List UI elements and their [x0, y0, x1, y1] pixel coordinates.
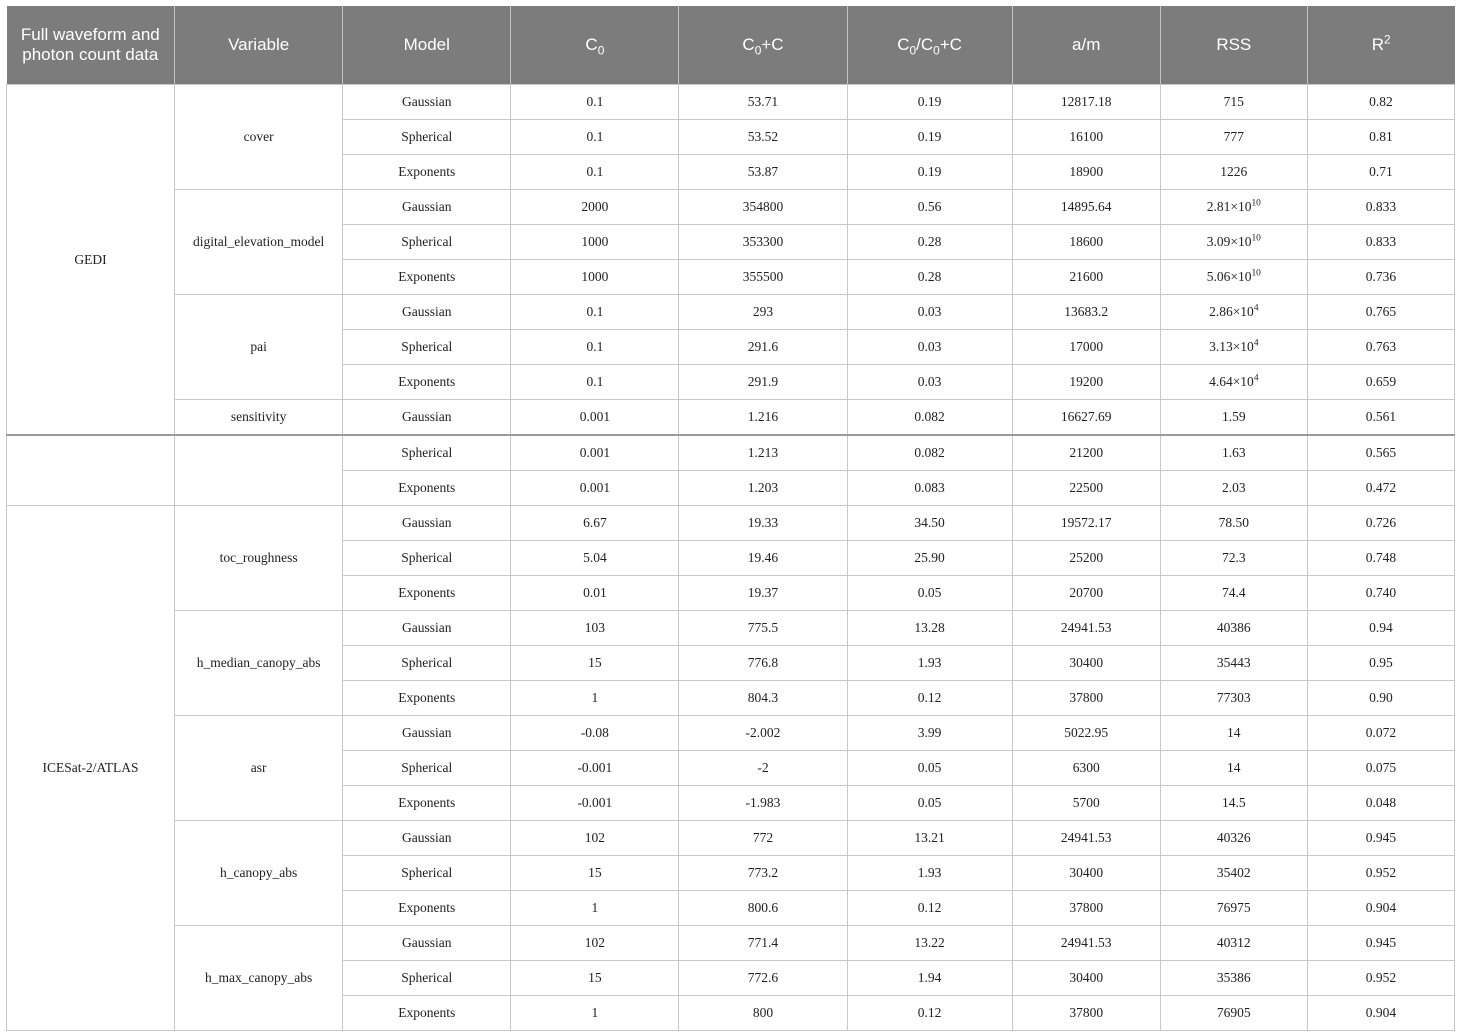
am-cell: 24941.53 [1012, 821, 1160, 856]
model-cell: Gaussian [343, 611, 511, 646]
c0-plus-c-cell: 291.6 [679, 330, 847, 365]
am-cell: 37800 [1012, 891, 1160, 926]
ratio-cell: 13.22 [847, 926, 1012, 961]
rss-value: 40326 [1216, 830, 1251, 845]
rss-value: 76905 [1216, 1005, 1251, 1020]
model-cell: Exponents [343, 260, 511, 295]
c0-cell: -0.08 [511, 716, 679, 751]
c0-cell: 15 [511, 646, 679, 681]
c0-cell: 6.67 [511, 506, 679, 541]
c0-plus-c-cell: 1.213 [679, 435, 847, 471]
am-cell: 30400 [1012, 856, 1160, 891]
variable-cell: digital_elevation_model [175, 190, 343, 295]
c0-cell: 15 [511, 961, 679, 996]
model-cell: Gaussian [343, 716, 511, 751]
variable-cell: sensitivity [175, 400, 343, 436]
c0-cell: 102 [511, 926, 679, 961]
data-table [6, 6, 1455, 1031]
ratio-cell: 0.19 [847, 85, 1012, 120]
c0-plus-c-cell: 773.2 [679, 856, 847, 891]
model-cell: Exponents [343, 681, 511, 716]
ratio-cell: 0.12 [847, 681, 1012, 716]
rss-value: 40312 [1216, 935, 1251, 950]
c0-plus-c-cell: 19.46 [679, 541, 847, 576]
rss-value: 1.59 [1221, 409, 1246, 424]
r2-cell: 0.561 [1307, 400, 1454, 436]
c0-plus-c-cell: 772.6 [679, 961, 847, 996]
c0-plus-c-cell: 772 [679, 821, 847, 856]
model-cell: Gaussian [343, 190, 511, 225]
am-cell: 12817.18 [1012, 85, 1160, 120]
table-row [7, 611, 1455, 646]
c0-plus-c-cell: -2 [679, 751, 847, 786]
rss-value: 715 [1223, 94, 1244, 109]
rss-exponent: 10 [1251, 233, 1261, 244]
am-cell: 30400 [1012, 646, 1160, 681]
group-cell: ICESat-2/ATLAS [7, 506, 175, 1031]
rss-value: 5.06×10 [1206, 269, 1252, 284]
rss-cell [1160, 190, 1307, 225]
c0-cell: 0.1 [511, 330, 679, 365]
rss-cell [1160, 611, 1307, 646]
c0-cell: 2000 [511, 190, 679, 225]
model-cell: Gaussian [343, 400, 511, 436]
header-data-source: Full waveform and photon count data [20, 25, 160, 64]
c0-plus-c-cell: 53.52 [679, 120, 847, 155]
rss-exponent: 4 [1253, 303, 1259, 314]
c0-cell: 15 [511, 856, 679, 891]
model-cell: Gaussian [343, 85, 511, 120]
c0-plus-c-cell: 354800 [679, 190, 847, 225]
am-cell: 24941.53 [1012, 611, 1160, 646]
rss-value: 35386 [1216, 970, 1251, 985]
c0-cell: 0.001 [511, 471, 679, 506]
am-cell: 25200 [1012, 541, 1160, 576]
header-c0-plus-c: $C_0+C$ [679, 6, 847, 85]
c0-cell: 1 [511, 681, 679, 716]
ratio-cell: 0.05 [847, 786, 1012, 821]
am-cell: 37800 [1012, 996, 1160, 1031]
r2-cell: 0.945 [1307, 821, 1454, 856]
header-am: a/m [1012, 6, 1160, 85]
c0-cell: 103 [511, 611, 679, 646]
rss-cell [1160, 225, 1307, 260]
am-cell: 16627.69 [1012, 400, 1160, 436]
variable-cell: cover [175, 85, 343, 190]
model-cell: Exponents [343, 471, 511, 506]
c0-cell: 0.1 [511, 85, 679, 120]
rss-cell [1160, 716, 1307, 751]
r2-cell: 0.952 [1307, 961, 1454, 996]
r2-cell: 0.048 [1307, 786, 1454, 821]
ratio-cell: 0.05 [847, 576, 1012, 611]
model-cell: Spherical [343, 225, 511, 260]
variable-cell: asr [175, 716, 343, 821]
r2-cell: 0.81 [1307, 120, 1454, 155]
am-cell: 14895.64 [1012, 190, 1160, 225]
model-cell: Exponents [343, 155, 511, 190]
am-cell: 5700 [1012, 786, 1160, 821]
r2-cell: 0.472 [1307, 471, 1454, 506]
c0-cell: 0.1 [511, 155, 679, 190]
am-cell: 37800 [1012, 681, 1160, 716]
r2-cell: 0.075 [1307, 751, 1454, 786]
ratio-cell: 0.19 [847, 120, 1012, 155]
ratio-cell: 0.56 [847, 190, 1012, 225]
rss-cell [1160, 295, 1307, 330]
c0-plus-c-cell: 800.6 [679, 891, 847, 926]
c0-cell: 102 [511, 821, 679, 856]
c0-plus-c-cell: 355500 [679, 260, 847, 295]
rss-value: 3.13×10 [1209, 339, 1254, 354]
c0-cell: 1 [511, 996, 679, 1031]
model-cell: Exponents [343, 996, 511, 1031]
variable-cell: h_max_canopy_abs [175, 926, 343, 1031]
c0-plus-c-cell: 775.5 [679, 611, 847, 646]
variable-cell: h_canopy_abs [175, 821, 343, 926]
r2-cell: 0.763 [1307, 330, 1454, 365]
c0-plus-c-cell: -1.983 [679, 786, 847, 821]
model-cell: Gaussian [343, 821, 511, 856]
model-cell: Exponents [343, 786, 511, 821]
r2-cell: 0.95 [1307, 646, 1454, 681]
am-cell: 5022.95 [1012, 716, 1160, 751]
am-cell: 30400 [1012, 961, 1160, 996]
c0-cell: -0.001 [511, 751, 679, 786]
model-cell: Spherical [343, 435, 511, 471]
am-cell: 6300 [1012, 751, 1160, 786]
c0-plus-c-cell: 804.3 [679, 681, 847, 716]
c0-cell: 0.1 [511, 295, 679, 330]
ratio-cell: 0.28 [847, 225, 1012, 260]
rss-cell [1160, 435, 1307, 471]
table-row [7, 926, 1455, 961]
header-model: Model [343, 6, 511, 85]
c0-plus-c-cell: 291.9 [679, 365, 847, 400]
c0-cell: 0.001 [511, 400, 679, 436]
rss-value: 4.64×10 [1209, 374, 1254, 389]
ratio-cell: 13.21 [847, 821, 1012, 856]
ratio-cell: 0.083 [847, 471, 1012, 506]
r2-cell: 0.726 [1307, 506, 1454, 541]
model-cell: Exponents [343, 576, 511, 611]
table-row [7, 716, 1455, 751]
rss-cell [1160, 961, 1307, 996]
r2-cell: 0.565 [1307, 435, 1454, 471]
am-cell: 24941.53 [1012, 926, 1160, 961]
rss-value: 40386 [1216, 620, 1251, 635]
header-c0-ratio: $C_0/C_0+C$ [847, 6, 1012, 85]
variable-cell: h_median_canopy_abs [175, 611, 343, 716]
rss-cell [1160, 926, 1307, 961]
r2-cell: 0.659 [1307, 365, 1454, 400]
c0-plus-c-cell: 19.37 [679, 576, 847, 611]
rss-cell [1160, 260, 1307, 295]
ratio-cell: 0.03 [847, 330, 1012, 365]
table-row [7, 821, 1455, 856]
variable-cell: pai [175, 295, 343, 400]
am-cell: 22500 [1012, 471, 1160, 506]
table-row [7, 400, 1455, 436]
r2-cell: 0.952 [1307, 856, 1454, 891]
c0-cell: 0.001 [511, 435, 679, 471]
ratio-cell: 1.93 [847, 646, 1012, 681]
table-row [7, 506, 1455, 541]
model-cell: Spherical [343, 646, 511, 681]
r2-cell: 0.94 [1307, 611, 1454, 646]
ratio-cell: 13.28 [847, 611, 1012, 646]
model-cell: Spherical [343, 751, 511, 786]
r2-cell: 0.736 [1307, 260, 1454, 295]
header-row [7, 6, 1455, 85]
model-cell: Exponents [343, 891, 511, 926]
table-row [7, 190, 1455, 225]
rss-value: 77303 [1216, 690, 1251, 705]
rss-cell [1160, 541, 1307, 576]
rss-exponent: 10 [1251, 268, 1261, 279]
c0-plus-c-cell: 771.4 [679, 926, 847, 961]
table-row [7, 435, 1455, 471]
rss-value: 76975 [1216, 900, 1251, 915]
rss-value: 14 [1227, 760, 1241, 775]
rss-value: 2.03 [1221, 480, 1246, 495]
rss-cell [1160, 330, 1307, 365]
c0-plus-c-cell: 1.216 [679, 400, 847, 436]
rss-value: 78.50 [1218, 515, 1249, 530]
model-cell: Gaussian [343, 506, 511, 541]
model-cell: Spherical [343, 120, 511, 155]
ratio-cell: 1.93 [847, 856, 1012, 891]
c0-plus-c-cell: 19.33 [679, 506, 847, 541]
r2-cell: 0.833 [1307, 225, 1454, 260]
c0-cell: 0.1 [511, 120, 679, 155]
c0-cell: 0.1 [511, 365, 679, 400]
c0-plus-c-cell: 293 [679, 295, 847, 330]
rss-value: 1.63 [1221, 445, 1246, 460]
rss-cell [1160, 471, 1307, 506]
c0-plus-c-cell: 353300 [679, 225, 847, 260]
c0-cell: -0.001 [511, 786, 679, 821]
model-cell: Spherical [343, 961, 511, 996]
rss-cell [1160, 155, 1307, 190]
am-cell: 21600 [1012, 260, 1160, 295]
rss-cell [1160, 856, 1307, 891]
am-cell: 18900 [1012, 155, 1160, 190]
rss-value: 74.4 [1221, 585, 1246, 600]
am-cell: 18600 [1012, 225, 1160, 260]
ratio-cell: 0.28 [847, 260, 1012, 295]
am-cell: 20700 [1012, 576, 1160, 611]
rss-cell [1160, 646, 1307, 681]
rss-exponent: 4 [1253, 373, 1259, 384]
ratio-cell: 0.12 [847, 996, 1012, 1031]
rss-cell [1160, 821, 1307, 856]
rss-cell [1160, 681, 1307, 716]
table-row [7, 295, 1455, 330]
ratio-cell: 0.082 [847, 435, 1012, 471]
group-cell: GEDI [7, 85, 175, 436]
rss-cell [1160, 85, 1307, 120]
rss-cell [1160, 751, 1307, 786]
ratio-cell: 3.99 [847, 716, 1012, 751]
ratio-cell: 0.03 [847, 295, 1012, 330]
group-cell [7, 435, 175, 506]
rss-value: 14.5 [1221, 795, 1246, 810]
rss-cell [1160, 400, 1307, 436]
rss-exponent: 4 [1253, 338, 1259, 349]
rss-value: 2.86×10 [1209, 304, 1254, 319]
r2-cell: 0.945 [1307, 926, 1454, 961]
c0-plus-c-cell: 53.71 [679, 85, 847, 120]
variable-cell: toc_roughness [175, 506, 343, 611]
model-cell: Spherical [343, 330, 511, 365]
rss-value: 35443 [1216, 655, 1251, 670]
ratio-cell: 25.90 [847, 541, 1012, 576]
r2-cell: 0.765 [1307, 295, 1454, 330]
rss-cell [1160, 786, 1307, 821]
r2-cell: 0.748 [1307, 541, 1454, 576]
ratio-cell: 0.12 [847, 891, 1012, 926]
am-cell: 13683.2 [1012, 295, 1160, 330]
header-rss: RSS [1160, 6, 1307, 85]
am-cell: 19572.17 [1012, 506, 1160, 541]
c0-cell: 1000 [511, 260, 679, 295]
model-cell: Gaussian [343, 295, 511, 330]
rss-exponent: 10 [1251, 198, 1261, 209]
header-c0: $C_0$ [511, 6, 679, 85]
c0-plus-c-cell: 800 [679, 996, 847, 1031]
c0-plus-c-cell: -2.002 [679, 716, 847, 751]
variable-cell [175, 435, 343, 506]
rss-value: 2.81×10 [1206, 199, 1252, 214]
c0-plus-c-cell: 1.203 [679, 471, 847, 506]
rss-cell [1160, 576, 1307, 611]
rss-cell [1160, 996, 1307, 1031]
rss-cell [1160, 120, 1307, 155]
c0-plus-c-cell: 776.8 [679, 646, 847, 681]
rss-value: 72.3 [1221, 550, 1246, 565]
ratio-cell: 1.94 [847, 961, 1012, 996]
rss-value: 777 [1223, 129, 1244, 144]
model-cell: Spherical [343, 541, 511, 576]
c0-cell: 1 [511, 891, 679, 926]
table-row [7, 85, 1455, 120]
c0-cell: 5.04 [511, 541, 679, 576]
r2-cell: 0.82 [1307, 85, 1454, 120]
c0-cell: 0.01 [511, 576, 679, 611]
rss-value: 3.09×10 [1206, 234, 1252, 249]
header-r2: $R^2$ [1307, 6, 1454, 85]
c0-plus-c-cell: 53.87 [679, 155, 847, 190]
am-cell: 16100 [1012, 120, 1160, 155]
ratio-cell: 0.05 [847, 751, 1012, 786]
ratio-cell: 0.19 [847, 155, 1012, 190]
c0-cell: 1000 [511, 225, 679, 260]
am-cell: 19200 [1012, 365, 1160, 400]
model-cell: Gaussian [343, 926, 511, 961]
rss-value: 35402 [1216, 865, 1251, 880]
ratio-cell: 0.082 [847, 400, 1012, 436]
r2-cell: 0.71 [1307, 155, 1454, 190]
header-variable: Variable [175, 6, 343, 85]
ratio-cell: 34.50 [847, 506, 1012, 541]
rss-value: 1226 [1220, 164, 1248, 179]
ratio-cell: 0.03 [847, 365, 1012, 400]
am-cell: 17000 [1012, 330, 1160, 365]
am-cell: 21200 [1012, 435, 1160, 471]
r2-cell: 0.740 [1307, 576, 1454, 611]
r2-cell: 0.904 [1307, 891, 1454, 926]
rss-value: 14 [1227, 725, 1241, 740]
model-cell: Exponents [343, 365, 511, 400]
r2-cell: 0.904 [1307, 996, 1454, 1031]
rss-cell [1160, 506, 1307, 541]
r2-cell: 0.833 [1307, 190, 1454, 225]
rss-cell [1160, 891, 1307, 926]
rss-cell [1160, 365, 1307, 400]
model-cell: Spherical [343, 856, 511, 891]
r2-cell: 0.90 [1307, 681, 1454, 716]
r2-cell: 0.072 [1307, 716, 1454, 751]
